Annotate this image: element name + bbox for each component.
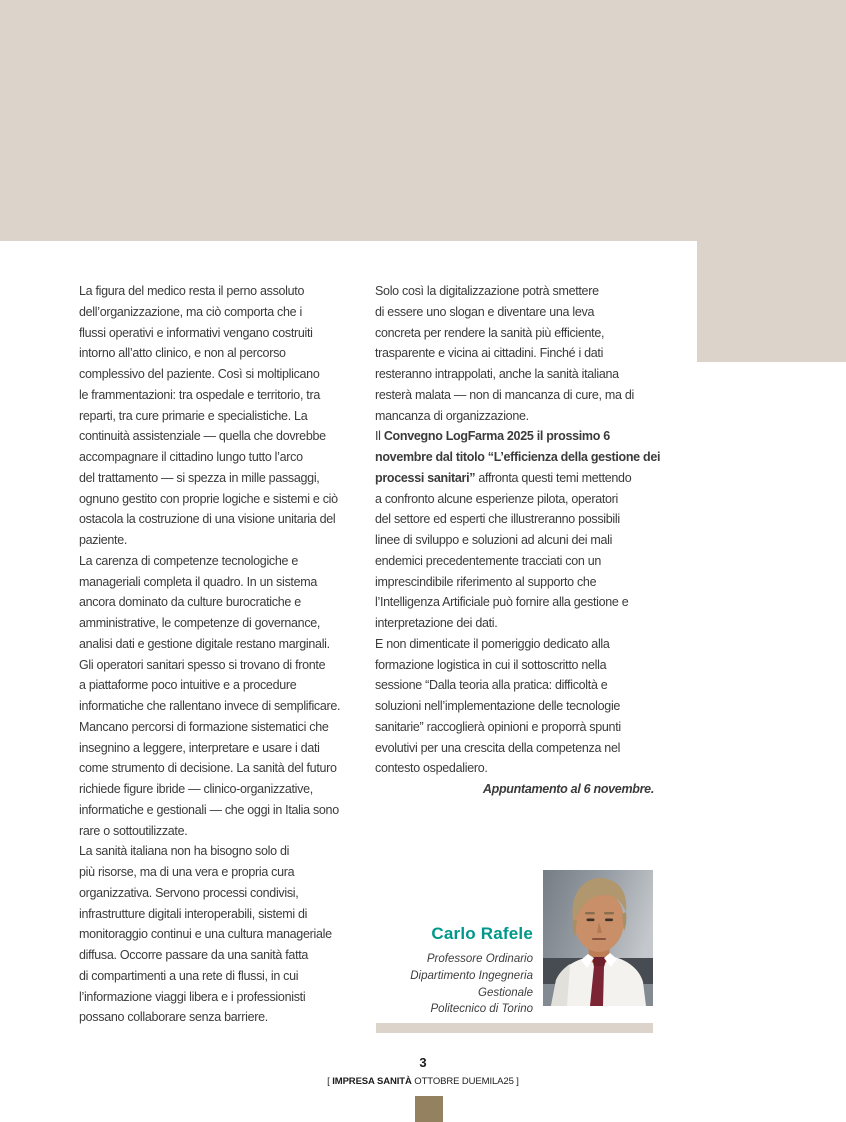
footer-magazine-title: IMPRESA SANITÀ xyxy=(332,1076,412,1087)
article-line: sessione “Dalla teoria alla pratica: difficoltà e xyxy=(375,678,608,693)
article-line: imprescindibile riferimento al supporto che xyxy=(375,574,597,589)
article-line xyxy=(375,426,654,447)
article-line: diffusa. Occorre passare da una sanità fatta xyxy=(79,948,309,962)
article-line: endemici precedentemente tracciati con un xyxy=(375,553,602,568)
article-line: informatiche e gestionali — che oggi in Italia sono xyxy=(79,802,339,817)
article-line: soluzioni nell’implementazione delle tecnologie xyxy=(375,699,621,713)
article-line: Gli operatori sanitari spesso si trovano di fronte xyxy=(79,657,326,672)
author-credential-line: Politecnico di Torino xyxy=(430,1003,533,1016)
article-line: linee di sviluppo e soluzioni ad alcuni dei mali xyxy=(375,533,613,547)
article-line-segment: Appuntamento al 6 novembre. xyxy=(482,782,654,796)
article-line: l’informazione viaggi libera e i professionisti xyxy=(79,989,306,1004)
article-line: insegnino a leggere, interpretare e usare i dati xyxy=(79,740,320,755)
header-band xyxy=(0,0,846,241)
article-line: formazione logistica in cui il sottoscritto nella xyxy=(375,657,607,672)
article-line: infrastrutture digitali interoperabili, sistemi di xyxy=(79,906,308,921)
article-line: come strumento di decisione. La sanità del futuro xyxy=(79,761,337,776)
article-line: mancanza di organizzazione. xyxy=(375,408,529,423)
article-line: resteranno intrappolati, anche la sanità italiana xyxy=(375,367,619,381)
article-line: informatiche che rallentano invece di semplificare. xyxy=(79,699,341,713)
article-line: La figura del medico resta il perno assoluto xyxy=(79,284,305,298)
article-line: paziente. xyxy=(79,533,128,547)
article-line: a piattaforme poco intuitive e a procedure xyxy=(79,678,297,693)
article-line: La sanità italiana non ha bisogno solo di xyxy=(79,844,290,859)
article-line xyxy=(375,468,654,489)
article-line: amministrative, le competenze di governance, xyxy=(79,616,321,630)
article-line: flussi operativi e informativi vengano costruiti xyxy=(79,325,313,340)
author-name: Carlo Rafele xyxy=(431,924,533,943)
article-line: dell’organizzazione, ma ciò comporta che i xyxy=(79,304,302,319)
article-line-segment: Il xyxy=(375,429,384,444)
article-line: continuità assistenziale — quella che dovrebbe xyxy=(79,429,326,444)
article-line: contesto ospedaliero. xyxy=(375,761,488,776)
article-line: del trattamento — si spezza in mille passaggi, xyxy=(79,470,320,485)
article-line: concreta per rendere la sanità più efficiente, xyxy=(375,325,605,340)
portrait-illustration xyxy=(543,870,653,1006)
footer-bracket-open: [ xyxy=(327,1076,333,1087)
article-line: Mancano percorsi di formazione sistematici che xyxy=(79,719,329,734)
article-line: rare o sottoutilizzate. xyxy=(79,823,188,838)
article-column-left xyxy=(79,281,359,1028)
page-number: 3 xyxy=(419,1055,427,1070)
article-line: più risorse, ma di una vera e propria cura xyxy=(79,865,295,879)
article-line: di compartimenti a una rete di flussi, in cui xyxy=(79,968,299,983)
article-line: manageriali completa il quadro. In un sistema xyxy=(79,574,318,589)
author-credential-line: Gestionale xyxy=(478,986,533,999)
article-line: interpretazione dei dati. xyxy=(375,616,498,630)
article-line: E non dimenticate il pomeriggio dedicato alla xyxy=(375,636,610,651)
article-line-segment: processi sanitari” xyxy=(375,470,476,485)
footer-magazine-line xyxy=(0,1076,846,1087)
article-line: ancora dominato da culture burocratiche e xyxy=(79,595,301,610)
article-line: complessivo del paziente. Così si moltiplicano xyxy=(79,367,320,381)
author-credentials xyxy=(410,951,533,1018)
author-credential-line: Professore Ordinario xyxy=(426,953,533,965)
article-line: ognuno gestito con proprie logiche e sistemi e ciò xyxy=(79,491,338,506)
article-line: del settore ed esperti che illustreranno possibili xyxy=(375,512,620,527)
article-line: possano collaborare senza barriere. xyxy=(79,1010,268,1025)
article-column-right xyxy=(375,281,661,800)
footer-issue: OTTOBRE DUEMILA25 ] xyxy=(411,1076,519,1087)
article-line: La carenza di competenze tecnologiche e xyxy=(79,553,299,568)
article-line: l’Intelligenza Artificiale può fornire alla gestione e xyxy=(375,595,629,610)
article-line: di essere uno slogan e diventare una leva xyxy=(375,304,595,319)
article-line: richiede figure ibride — clinico-organizzative, xyxy=(79,782,313,796)
article-line-segment: affronta questi temi mettendo xyxy=(475,470,632,485)
article-line: reparti, tra cure primarie e specialistiche. La xyxy=(79,408,308,423)
article-line: accompagnare il cittadino lungo tutto l’arco xyxy=(79,450,303,464)
author-photo xyxy=(543,870,653,1006)
article-line: monitoraggio continui e una cultura manageriale xyxy=(79,927,332,942)
article-line: resterà malata — non di mancanza di cure, ma di xyxy=(375,387,634,402)
header-band-right-extension xyxy=(697,241,846,362)
footer-square xyxy=(415,1096,443,1122)
article-line-segment: novembre dal titolo “L’efficienza della gestione dei xyxy=(375,450,661,464)
article-line: a confronto alcune esperienze pilota, operatori xyxy=(375,491,619,506)
article-line: le frammentazioni: tra ospedale e territorio, tra xyxy=(79,387,320,402)
article-line: ostacola la costruzione di una visione unitaria del xyxy=(79,512,336,527)
article-line: intorno all’atto clinico, e non al percorso xyxy=(79,346,286,361)
article-line: sanitarie” raccoglierà opinioni e proporrà spunti xyxy=(375,719,621,734)
author-credential-line: Dipartimento Ingegneria xyxy=(410,969,533,982)
article-line xyxy=(375,447,661,468)
article-line: Solo così la digitalizzazione potrà smettere xyxy=(375,284,599,298)
article-line: organizzativa. Servono processi condivisi, xyxy=(79,885,299,900)
article-line: analisi dati e gestione digitale restano marginali. xyxy=(79,636,330,651)
article-line-segment: Convegno LogFarma 2025 il prossimo 6 xyxy=(383,429,610,444)
article-line: evolutivi per una crescita della competenza nel xyxy=(375,740,621,755)
article-line: trasparente e vicina ai cittadini. Finché i dati xyxy=(375,346,604,361)
article-line xyxy=(375,779,654,800)
divider-bar xyxy=(376,1023,653,1033)
